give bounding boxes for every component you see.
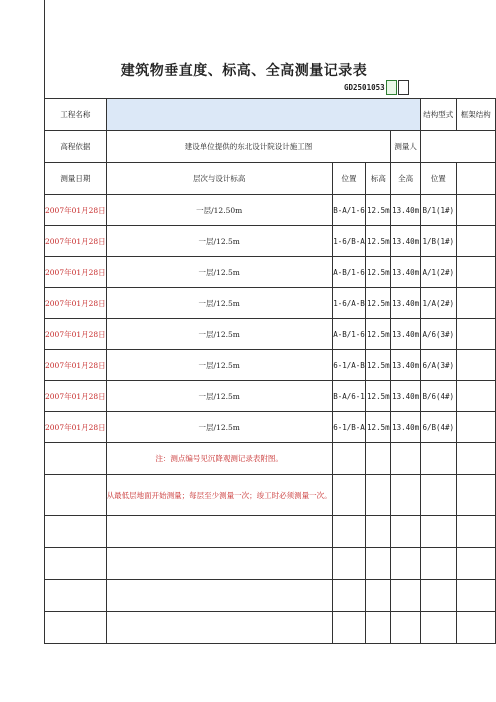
empty-row xyxy=(45,548,496,580)
row-position-2: A/6(3#) xyxy=(420,319,456,350)
row-total-height: 13.40m xyxy=(391,381,421,412)
table-row xyxy=(45,319,496,350)
row-extra xyxy=(456,226,495,257)
sheet-left-border xyxy=(44,0,45,98)
basis-label: 高程依据 xyxy=(45,131,107,163)
row-position: 1-6/A-B xyxy=(332,288,366,319)
row-elevation: 12.5m xyxy=(366,257,391,288)
row-total-height: 13.40m xyxy=(391,195,421,226)
row-extra xyxy=(456,257,495,288)
row-level: 一层/12.50m xyxy=(106,195,332,226)
row-elevation: 12.5m xyxy=(366,319,391,350)
col-header-position-2: 位置 xyxy=(420,163,456,195)
row-elevation: 12.5m xyxy=(366,195,391,226)
row-level: 一层/12.5m xyxy=(106,350,332,381)
row-date: 2007年01月28日 xyxy=(45,412,107,443)
structure-label: 结构型式 xyxy=(420,99,456,131)
empty-cell xyxy=(391,443,421,475)
note-row-1 xyxy=(45,443,496,475)
table-row xyxy=(45,195,496,226)
empty-cell xyxy=(366,475,391,516)
row-total-height: 13.40m xyxy=(391,319,421,350)
table-row xyxy=(45,288,496,319)
row-total-height: 13.40m xyxy=(391,226,421,257)
row-position-2: 1/A(2#) xyxy=(420,288,456,319)
empty-cell xyxy=(332,475,366,516)
row-level: 一层/12.5m xyxy=(106,319,332,350)
page-title: 建筑物垂直度、标高、全高测量记录表 xyxy=(120,63,368,79)
project-label: 工程名称 xyxy=(45,99,107,131)
info-row-project xyxy=(45,99,496,131)
row-elevation: 12.5m xyxy=(366,226,391,257)
column-header-row xyxy=(45,163,496,195)
row-level: 一层/12.5m xyxy=(106,226,332,257)
row-position: A-B/1-6 xyxy=(332,257,366,288)
row-extra xyxy=(456,319,495,350)
table-row xyxy=(45,412,496,443)
project-value[interactable] xyxy=(106,99,420,131)
empty-cell xyxy=(45,475,107,516)
row-extra xyxy=(456,195,495,226)
col-header-extra xyxy=(456,163,495,195)
col-header-total-height: 全高 xyxy=(391,163,421,195)
cell-indicator xyxy=(386,80,397,95)
row-position-2: A/1(2#) xyxy=(420,257,456,288)
surveyor-value[interactable] xyxy=(420,131,495,163)
row-level: 一层/12.5m xyxy=(106,381,332,412)
row-date: 2007年01月28日 xyxy=(45,195,107,226)
empty-cell xyxy=(366,443,391,475)
table-row xyxy=(45,350,496,381)
empty-row xyxy=(45,612,496,644)
surveyor-label: 测量人 xyxy=(391,131,421,163)
empty-cell xyxy=(45,443,107,475)
row-position: B-A/6-1 xyxy=(332,381,366,412)
empty-cell xyxy=(391,475,421,516)
row-position: 6-1/B-A xyxy=(332,412,366,443)
row-position: B-A/1-6 xyxy=(332,195,366,226)
info-row-basis xyxy=(45,131,496,163)
row-level: 一层/12.5m xyxy=(106,257,332,288)
row-total-height: 13.40m xyxy=(391,257,421,288)
row-total-height: 13.40m xyxy=(391,288,421,319)
cell-indicator-2 xyxy=(398,80,409,95)
structure-value: 框架结构 xyxy=(456,99,495,131)
row-date: 2007年01月28日 xyxy=(45,381,107,412)
row-date: 2007年01月28日 xyxy=(45,226,107,257)
row-date: 2007年01月28日 xyxy=(45,350,107,381)
row-level: 一层/12.5m xyxy=(106,412,332,443)
table-row xyxy=(45,257,496,288)
record-table xyxy=(44,98,496,644)
empty-cell xyxy=(332,443,366,475)
row-extra xyxy=(456,381,495,412)
col-header-date: 测量日期 xyxy=(45,163,107,195)
empty-cell xyxy=(420,475,456,516)
row-position-2: 6/A(3#) xyxy=(420,350,456,381)
row-position: 1-6/B-A xyxy=(332,226,366,257)
row-date: 2007年01月28日 xyxy=(45,319,107,350)
note-measurement-rules: 从最低层地面开始测量；每层至少测量一次；竣工时必须测量一次。 xyxy=(106,475,332,516)
row-elevation: 12.5m xyxy=(366,381,391,412)
row-position-2: B/1(1#) xyxy=(420,195,456,226)
row-total-height: 13.40m xyxy=(391,350,421,381)
basis-value: 建设单位提供的东北设计院设计施工图 xyxy=(106,131,391,163)
row-position-2: B/6(4#) xyxy=(420,381,456,412)
row-elevation: 12.5m xyxy=(366,412,391,443)
col-header-position: 位置 xyxy=(332,163,366,195)
note-measurement-points: 注：测点编号见沉降观测记录表附图。 xyxy=(106,443,332,475)
col-header-elevation: 标高 xyxy=(366,163,391,195)
row-elevation: 12.5m xyxy=(366,350,391,381)
table-row xyxy=(45,226,496,257)
row-extra xyxy=(456,412,495,443)
table-row xyxy=(45,381,496,412)
col-header-level: 层次与设计标高 xyxy=(106,163,332,195)
row-position-2: 6/B(4#) xyxy=(420,412,456,443)
empty-cell xyxy=(420,443,456,475)
row-date: 2007年01月28日 xyxy=(45,257,107,288)
row-position: 6-1/A-B xyxy=(332,350,366,381)
row-extra xyxy=(456,350,495,381)
row-position: A-B/1-6 xyxy=(332,319,366,350)
empty-cell xyxy=(456,475,495,516)
row-total-height: 13.40m xyxy=(391,412,421,443)
row-level: 一层/12.5m xyxy=(106,288,332,319)
empty-cell xyxy=(456,443,495,475)
empty-row xyxy=(45,516,496,548)
row-date: 2007年01月28日 xyxy=(45,288,107,319)
note-row-2 xyxy=(45,475,496,516)
row-elevation: 12.5m xyxy=(366,288,391,319)
row-extra xyxy=(456,288,495,319)
empty-row xyxy=(45,580,496,612)
form-code: GD2501053 xyxy=(344,83,385,92)
row-position-2: 1/B(1#) xyxy=(420,226,456,257)
